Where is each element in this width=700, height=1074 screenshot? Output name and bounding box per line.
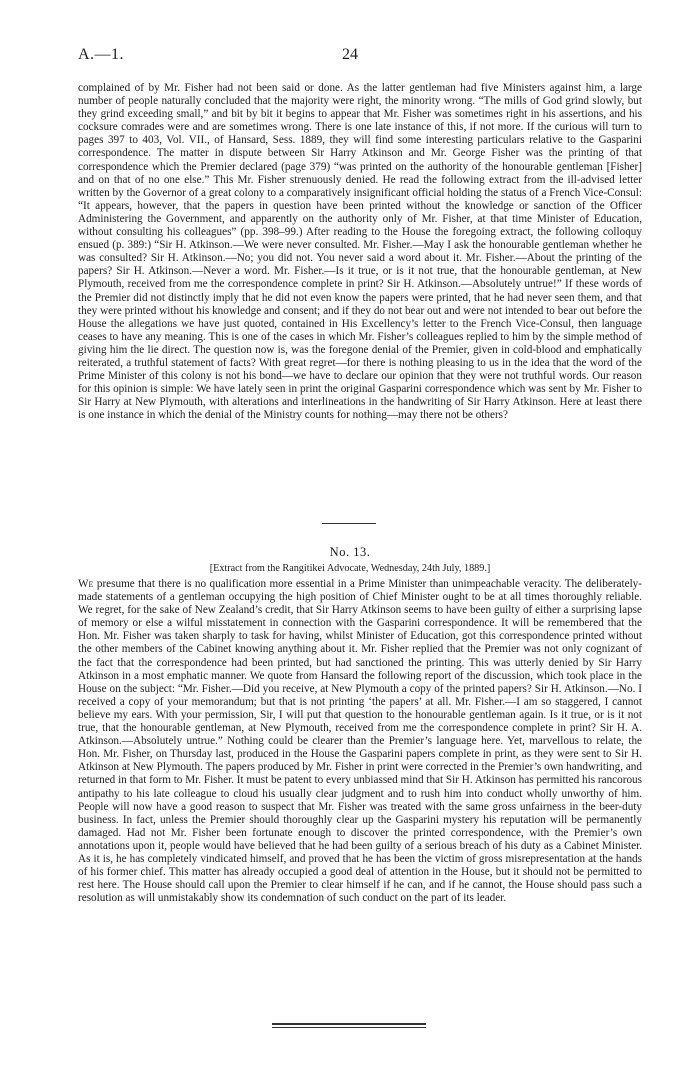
lead-word: We (78, 578, 94, 590)
paragraph-two (78, 578, 642, 905)
section-divider (322, 523, 376, 524)
document-reference: A.—1. (78, 46, 125, 63)
page-number: 24 (342, 46, 358, 63)
section-number: No. 13. (329, 545, 371, 559)
article-continuation (78, 82, 642, 422)
paragraph-two-text: presume that there is no qualification more essential in a Prime Minister than unimpeachable veracity. The deliberately-made statements of a gentleman occupying the high position of Chief Minister ought to be at all times thoroughly reliable. We regret, for the sake of New Zealand’s credit, that Sir Harry Atkinson seems to have been guilty of either a surprising lapse of memory or else a wilful misstatement in connection with the Gasparini correspondence. It will be remembered that the Hon. Mr. Fisher was taken sharply to task for having, whilst Minister of Education, got this correspondence printed without the other members of the Cabinet knowing anything about it. Mr. Fisher replied that the Premier was not only cognizant of the fact that the correspondence had been printed, but had sanctioned the printing. This was utterly denied by Sir Harry Atkinson in a most emphatic manner. We quote from Hansard the following report of the discussion, which took place in the House on the subject: “Mr. Fisher.—Did you receive, at New Plymouth a copy of the printed papers? Sir H. Atkinson.—No. I received a copy of your memorandum; but that is not printing ‘the papers’ at all. Mr. Fisher.—I am so staggered, I cannot believe my ears. With your permission, Sir, I will put that question to the honourable gentleman again. Is it true, or is it not true, that the honourable gentleman, at New Plymouth, received from me the correspondence complete in print? Sir H. A. Atkinson.—Absolutely untrue.” Nothing could be clearer than the Premier’s language here. Yet, marvellous to relate, the Hon. Mr. Fisher, on Thursday last, produced in the House the Gasparini papers complete in print, as they were sent to Sir H. Atkinson at New Plymouth. The papers produced by Mr. Fisher in print were corrected in the Premier’s own handwriting, and returned in that form to Mr. Fisher. It must be patent to every unbiassed mind that Sir H. Atkinson has permitted his rancorous antipathy to his late colleague to cloud his usually clear judgment and to rush him into conduct wholly unworthy of him. People will now have a good reason to suspect that Mr. Fisher was treated with the same gross unfairness in the beer-duty business. In fact, unless the Premier should thoroughly clear up the Gasparini mystery his reputation will be permanently damaged. Had not Mr. Fisher been fortunate enough to discover the printed correspondence, with the Premier’s own annotations upon it, people would have believed that he had been guilty of a serious breach of his duty as a Cabinet Minister. As it is, he has completely vindicated himself, and proved that he has been the victim of gross misrepresentation at the hands of his former chief. This matter has already occupied a good deal of attention in the House, but it should not be permitted to rest here. The House should call upon the Premier to clear himself if he can, and if he cannot, the House should pass such a resolution as will unmistakably show its condemnation of such conduct on the part of its leader. (78, 578, 643, 905)
end-rule-thick (272, 1023, 426, 1025)
extract-source-line: [Extract from the Rangitikei Advocate, Wednesday, 24th July, 1889.] (209, 563, 491, 574)
end-rule-thin (272, 1027, 426, 1028)
paragraph-one: complained of by Mr. Fisher had not been said or done. As the latter gentleman had five Ministers against him, a large number of people naturally concluded that the majority were right, the minority wrong. “The mills of God grind slowly, but they grind exceeding small,” and bit by bit it begins to appear that Mr. Fisher was sometimes right in his assertions, and his cocksure comrades were and are sometimes wrong. There is one late instance of this, if not more. If the curious will turn to pages 397 to 403, Vol. VII., of Hansard, Sess. 1889, they will find some interesting particulars relative to the Gasparini correspondence. The matter in dispute between Sir Harry Atkinson and Mr. George Fisher was the printing of that correspondence which the Premier declared (page 379) “was printed on the authority of the honourable gentleman [Fisher] and on that of no one else.” This Mr. Fisher strenuously denied. He read the following extract from the ill-advised letter written by the Governor of a great colony to a comparatively insignificant official holding the status of a French Vice-Consul: “It appears, however, that the papers in question have been printed without the knowledge or sanction of the Officer Administering the Government, and apparently on the authority only of Mr. Fisher, at that time Minister of Education, without consulting his colleagues” (pp. 398–99.) After reading to the House the foregoing extract, the following colloquy ensued (p. 389:) “Sir H. Atkinson.—We were never consulted. Mr. Fisher.—May I ask the honourable gentleman whether he was consulted? Sir H. Atkinson.—No; you did not. You never said a word about it. Mr. Fisher.—About the printing of the papers? Sir H. Atkinson.—Never a word. Mr. Fisher.—Is it true, or is it not true, that the honourable gentleman, at New Plymouth, received from me the correspondence complete in print? Sir H. Atkinson.—Absolutely untrue!” If these words of the Premier did not distinctly imply that he did not even know the papers were printed, that he had never seen them, and that they were printed without his knowledge and consent; and if they do not bear out and were not intended to bear out before the House the allegations we have just quoted, contained in His Excellency’s letter to the French Vice-Consul, then language ceases to have any meaning. This is one of the cases in which Mr. Fisher’s colleagues replied to him by the simple method of giving him the lie direct. The question now is, was the foregone denial of the Premier, given in cold-blood and emphatically reiterated, a truthful statement of facts? With great regret—for there is nothing pleasing to us in the idea that the word of the Prime Minister of this colony is not his bond—we have to declare our opinion that they were not truthful words. Our reason for this opinion is simple: We have lately seen in print the original Gasparini correspondence which was sent by Mr. Fisher to Sir Harry at New Plymouth, with alterations and interlineations in the handwriting of Sir Harry Atkinson. Here at least there is one instance in which the denial of the Ministry counts for nothing—may there not be others? (78, 82, 642, 422)
article-body (78, 578, 642, 905)
